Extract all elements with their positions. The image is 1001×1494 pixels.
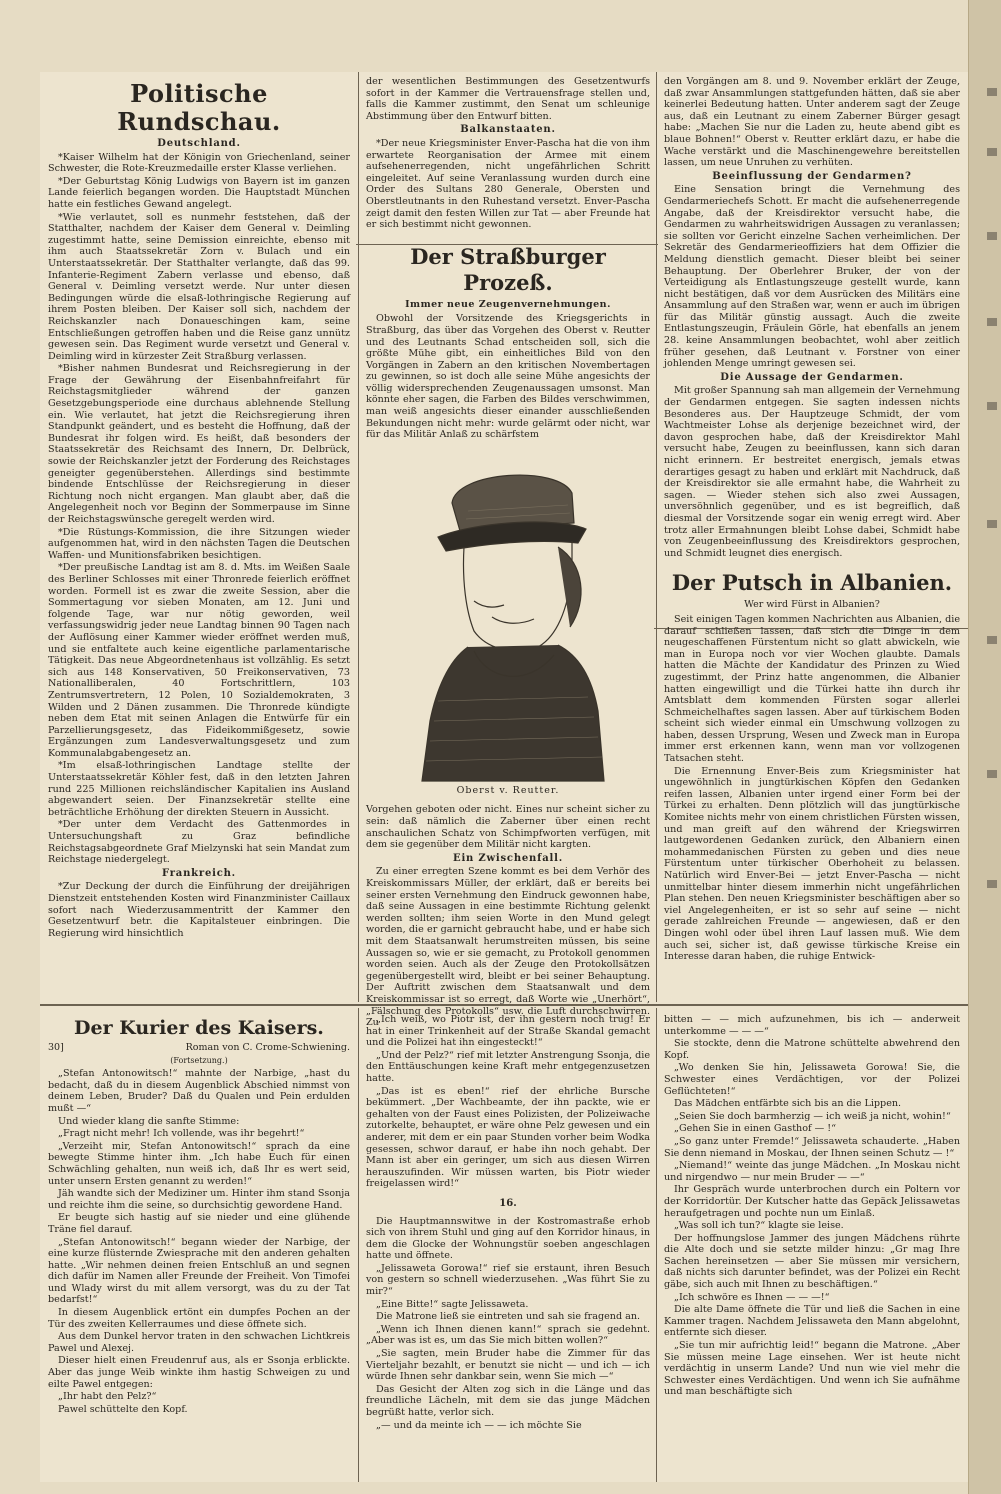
novel-paragraph: Und wieder klang die sanfte Stimme: (58, 1115, 240, 1127)
section-heading-balkan: Balkanstaaten. (460, 124, 556, 136)
novel-installment: 30] (48, 1042, 64, 1053)
section-heading-france: Frankreich. (162, 867, 236, 879)
trial-text: Eine Sensation bringt die Vernehmung des Gendarmeriechefs Schott. Er macht die aufsehenerregende Angabe, daß der Kreisdirektor versucht habe, die Gendarmen zu wahrheitswidrigen Aussagen zu veranlassen; sie sollten vor Gericht einzelne Sachen verheimlichen. Der Sekretär des Gendarmerieoffiziers hat dem Offizier die Meldung dienstlich gemacht. Dieser bleibt bei seiner Behauptung. Der Oberlehrer Bruker, der von der Verteidigung als Entlastungszeuge gestellt wurde, kann nicht bestätigen, daß vor dem Ausrücken des Militärs eine Ansammlung auf den Straßen war, wenn er auch im übrigen für das Militär günstig aussagt. Auch die zweite Entlastungszeugin, Fräulein Görle, hat ebenfalls an jenem 28. keine Ansammlungen beobachtet, wohl aber zeitlich früher gesehen, daß Leutnant v. Forstner von einer johlenden Menge umringt gewesen sei. (664, 184, 960, 370)
column-rule (656, 72, 657, 1002)
novel-paragraph: „Verzeiht mir, Stefan Antonowitsch!“ sprach da eine bewegte Stimme hinter ihm. „Ich habe Euch für einen Schwächling gehalten, nun weiß ich, daß Ihr es wert seid, unter unsern Ersten genannt zu werden!“ (48, 1140, 350, 1187)
novel-paragraph: „Stefan Antonowitsch!“ begann wieder der Narbige, der eine kurze flüsternde Zwiesprache mit den anderen gehalten hatte. „Wir nehmen deinen freien Entschluß an und segnen dich dafür im Namen aller Freunde der Freiheit. Von Timofei und Wlady wirst du mit allem versorgt, was du zu der Tat bedarfst!“ (48, 1236, 350, 1306)
news-item: *Der Geburtstag König Ludwigs von Bayern ist im ganzen Lande feierlich begangen worden. Die Hauptstadt München hatte ein festliches Gewand angelegt. (48, 175, 350, 210)
novel-paragraph: „Das ist es eben!“ rief der ehrliche Bursche bekümmert. „Der Wachbeamte, der ihn packte, wie er gehalten von der Faust eines Polizisten, der Polizeiwache zutorkelte, behauptet, er wäre ohne Pelz gewesen und ein anderer, mit dem er ein paar Stunden vorher beim Wodka gesessen, schwor darauf, er habe ihn noch gehabt. Der Mann ist aber ein geringer, um sich aus diesen Wirren herauszufinden. Wir müssen warten, bis Piotr wieder freigelassen wird!“ (366, 1085, 650, 1190)
novel-paragraph: Jäh wandte sich der Mediziner um. Hinter ihm stand Ssonja und reichte ihm die seine, so durchsichtig gewordene Hand. (48, 1188, 350, 1211)
novel-paragraph: Sie stockte, denn die Matrone schüttelte abwehrend den Kopf. (664, 1038, 960, 1061)
novel-paragraph: „Fragt nicht mehr! Ich vollende, was ihr begehrt!“ (58, 1128, 305, 1140)
novel-paragraph: Das Mädchen entfärbte sich bis an die Lippen. (674, 1098, 902, 1110)
albania-text: Die Ernennung Enver-Beis zum Kriegsminister hat ungewöhnlich in jungtürkischen Köpfen den Gedanken reifen lassen, Albanien unter irgend einer Form bei der Türkei zu erhalten. Denn plötzlich will das jungtürkische Komitee nichts mehr von einem christlichen Fürsten wissen, und man greift auf den während der Kriegswirren lautgewordenen Gedanken zurück, den Albaniern einen mohammedanischen Fürsten zu geben und dies neue Fürstentum unter türkischer Oberhoheit zu belassen. Natürlich wird Enver-Bei — jetzt Enver-Pascha — nicht unmittelbar hinter diesem immerhin nicht ungefährlichen Plan stehen. Den neuen Kriegsminister beschäftigen aber so viel Angelegenheiten, er ist so sehr auf seine — nicht gerade zahlreichen Freunde — angewiesen, daß er den Dingen wohl oder übel ihren Lauf lassen muß. Wie dem auch sei, sicher ist, daß gewisse türkische Kreise ein Interesse daran haben, die ruhige Entwick- (664, 765, 960, 963)
novel-paragraph: „Ihr habt den Pelz?“ (58, 1391, 157, 1403)
novel-paragraph: „So ganz unter Fremde!“ Jelissaweta schauderte. „Haben Sie denn niemand in Moskau, der Ihnen seinen Schutz — !“ (664, 1135, 960, 1159)
trial-text: Vorgehen geboten oder nicht. Eines nur scheint sicher zu sein: daß nämlich die Zaberner über einen recht anschaulichen Schatz von Schimpfworten verfügen, mit dem sie gegenüber dem Militär nicht kargten. (366, 804, 650, 851)
news-item: *Bisher nahmen Bundesrat und Reichsregierung in der Frage der Gewährung der Eisenbahnfreifahrt für Reichstagsmitglieder während der ganzen Gesetzgebungsperiode eine durchaus ablehnende Stellung ein. Wie verlautet, hat jetzt die Reichsregierung ihren Standpunkt geändert, und es besteht die Hoffnung, daß der Bundesrat ihr folgen wird. Es heißt, daß besonders der Staatssekretär des Reichsamt des Innern, Dr. Delbrück, sowie der Reichskanzler jetzt der Forderung des Reichstages geneigter gegenüberstehen. Allerdings sind bestimmte bindende Entschlüsse der Reichsregierung in dieser Richtung noch nicht ergangen. Man glaubt aber, daß die Angelegenheit noch vor Beginn der Sommerpause im Sinne der Reichstagswünsche geregelt werden wird. (48, 363, 350, 525)
section-heading-statement: Die Aussage der Gendarmen. (720, 371, 904, 383)
portrait-engraving (408, 451, 608, 781)
novel-paragraph: In diesem Augenblick ertönt ein dumpfes Pochen an der Tür des zweiten Kellerraumes und diese öffnete sich. (48, 1307, 350, 1330)
trial-text: Mit großer Spannung sah man allgemein der Vernehmung der Gendarmen entgegen. Sie sagten indessen nichts Besonderes aus. Der Hauptzeuge Schmidt, der vom Wachtmeister Lohse als derjenige bezeichnet wird, der davon gesprochen habe, daß der Kreisdirektor Mahl versucht habe, Zeugen zu beeinflussen, kann sich daran nicht erinnern. Er bestreitet energisch, jemals etwas derartiges gesagt zu haben und erklärt mit Nachdruck, daß der Kreisdirektor sie alle ermahnt habe, die Wahrheit zu sagen. — Wieder stehen sich also zwei Aussagen, unversöhnlich gegenüber, und es ist begreiflich, daß diesmal der Vorsitzende sogar ein wenig erregt wird. Aber trotz aller Ermahnungen bleibt Lohse dabei, Schmidt habe von Zeugenbeeinflussung des Kreisdirektors gesprochen, und Schmidt leugnet dies energisch. (664, 385, 960, 559)
novel-paragraph: „Wenn ich Ihnen dienen kann!“ sprach sie gedehnt. „Aber was ist es, um das Sie mich bitten wollen?“ (366, 1323, 650, 1347)
trial-intro: Obwohl der Vorsitzende des Kriegsgerichts in Straßburg, das über das Vorgehen des Oberst v. Reutter und des Leutnants Schad entscheiden soll, sich die größte Mühe gibt, ein einheitliches Bild von den Vorgängen in Zabern an den kritischen Novembertagen zu gewinnen, so ist doch alle seine Mühe angesichts der völlig widersprechenden Zeugenaussagen umsonst. Man könnte eher sagen, die Farben des Bildes verschwimmen, man weiß angesichts dieser einander ausschließenden Bekundungen nicht mehr: wurde gelärmt oder nicht, war für das Militär Anlaß zu schärfstem (366, 313, 650, 441)
trial-subtitle: Immer neue Zeugenvernehmungen. (405, 298, 611, 310)
news-item: *Der preußische Landtag ist am 8. d. Mts. im Weißen Saale des Berliner Schlosses mit einer Thronrede feierlich eröffnet worden. Formell ist es zwar die zweite Session, aber die Sommertagung vor sieben Monaten, am 12. Juni und folgende Tage, war nur nötig geworden, weil verfassungswidrig jeder neue Landtag binnen 90 Tagen nach der Auflösung einer Kammer wieder eröffnet werden muß, und sie entfaltete auch keine eigentliche parlamentarische Tätigkeit. Das neue Abgeordnetenhaus ist vollzählig. Es setzt sich aus 148 Konservativen, 50 Freikonservativen, 73 Nationalliberalen, 40 Fortschrittlern, 103 Zentrumsvertretern, 12 Polen, 10 Sozialdemokraten, 3 Wilden und 2 Dänen zusammen. Die Thronrede kündigte neben dem Etat mit seinen Anlagen die Entwürfe für ein Parzellierungsgesetz, das Fideikommißgesetz, sowie Ergänzungen zum Landesverwaltungsgesetz und zum Kommunalabgabengesetz an. (48, 562, 350, 759)
novel-continuation-note: (Fortsetzung.) (170, 1055, 228, 1065)
novel-paragraph: Die Matrone ließ sie eintreten und sah sie fragend an. (376, 1311, 641, 1323)
novel-paragraph: „— und da meinte ich — — ich möchte Sie (376, 1419, 582, 1431)
novel-byline: Roman von C. Crome-Schwiening. (185, 1042, 350, 1053)
albania-subtitle: Wer wird Fürst in Albanien? (744, 599, 880, 611)
news-item: *Wie verlautet, soll es nunmehr feststehen, daß der Statthalter, nachdem der Kaiser dem General v. Deimling zugestimmt hatte, seine Demission einreichte, ebenso mit ihm auch Staatssekretär Zorn v. Bulach und ein Unterstaatssekretär. Der Statthalter verlangte, daß das 99. Infanterie-Regiment Zabern verlasse und ebenso, daß General v. Deimling versetzt werde. Nur unter diesen Bedingungen würde die elsaß-lothringische Regierung auf ihrem Posten bleiben. Der Kaiser soll sich, nachdem der Reichskanzler nach Donaueschingen kam, seine Entschließungen getroffen haben und die Reise ganz unnütz gewesen sein. Das Regiment wurde versetzt und General v. Deimling wird in kürzester Zeit Straßburg verlassen. (48, 211, 350, 362)
novel-paragraph: Das Gesicht der Alten zog sich in die Länge und das freundliche Lächeln, mit dem sie das junge Mädchen begrüßt hatte, verlor sich. (366, 1383, 650, 1418)
continuation-text: der wesentlichen Bestimmungen des Gesetzentwurfs sofort in der Kammer die Vertrauensfrage stellen und, falls die Kammer zustimmt, den Senat um schleunige Abstimmung über den Entwurf bitten. (366, 76, 650, 122)
novel-column-3 (664, 1014, 960, 1480)
column-rule (358, 1008, 359, 1482)
novel-paragraph: „Seien Sie doch barmherzig — ich weiß ja nicht, wohin!“ (674, 1110, 951, 1122)
news-item: *Im elsaß-lothringischen Landtage stellte der Unterstaatssekretär Köhler fest, daß in den letzten Jahren rund 225 Millionen reichsländischer Kapitalien ins Ausland abgewandert seien. Der Finanzsekretär stellte eine beträchtliche Erhöhung der direkten Steuern in Aussicht. (48, 760, 350, 818)
section-heading-germany: Deutschland. (157, 138, 241, 149)
novel-paragraph: „Wo denken Sie hin, Jelissaweta Gorowa! Sie, die Schwester eines Verdächtigen, vor der Polizei Geflüchteten!“ (664, 1062, 960, 1097)
novel-column-2 (366, 1014, 650, 1480)
news-item: *Der unter dem Verdacht des Gattenmordes in Untersuchungshaft zu Graz befindliche Reichstagsabgeordnete Graf Mielzynski hat sein Mandat zum Reichstage niedergelegt. (48, 819, 350, 866)
news-item: *Zur Deckung der durch die Einführung der dreijährigen Dienstzeit entstehenden Kosten wird Finanzminister Caillaux sofort nach Wiederzusammentritt der Kammer den Gesetzentwurf betr. die Kapitalsteuer einbringen. Die Regierung wird hinsichtlich (48, 881, 350, 939)
news-item: *Der neue Kriegsminister Enver-Pascha hat die von ihm erwartete Reorganisation der Armee mit einem aufsehenerregenden, nicht ungefährlichen Schritt eingeleitet. Auf seine Veranlassung wurden durch eine Order des Sultans 280 Generale, Obersten und Oberstleutnants in den Ruhestand versetzt. Enver-Pascha zeigt damit den festen Willen zur Tat — aber Freunde hat er sich bestimmt nicht gewonnen. (366, 137, 650, 231)
novel-paragraph: „Gehen Sie in einen Gasthof — !“ (674, 1123, 837, 1135)
albania-text: Seit einigen Tagen kommen Nachrichten aus Albanien, die darauf schließen lassen, daß sich die Dinge in dem neugeschaffenen Fürstentum nicht so glatt abwickeln, wie man in Europa noch vor vier Wochen glaubte. Damals hatten die Mächte der Kandidatur des Prinzen zu Wied zugestimmt, der Prinz hatte angenommen, die Albanier hatten eingewilligt und die Türkei hatte ihn durch ihr Amtsblatt dem kommenden Fürsten sogar allerlei Schmeichelhaftes sagen lassen. Aber auf türkischem Boden scheint sich wieder einmal ein Umschwung vollzogen zu haben, dessen Ursprung, Wesen und Zweck man in Europa immer erst erkennen kann, wenn man vor vollzogenen Tatsachen steht. (664, 613, 960, 765)
albania-title: Der Putsch in Albanien. (671, 570, 953, 596)
novel-paragraph: „Ich weiß, wo Piotr ist, der ihn gestern noch trug! Er hat in einer Trinkenheit auf der Straße Skandal gemacht und die Polizei hat ihn eingesteckt!“ (366, 1014, 650, 1049)
section-heading-interlude: Ein Zwischenfall. (453, 852, 563, 864)
trial-title: Der Straßburger Prozeß. (410, 243, 606, 295)
novel-paragraph: Die alte Dame öffnete die Tür und ließ die Sachen in eine Kammer tragen. Nachdem Jelissaweta den Mann abgelohnt, entfernte sich dieser. (664, 1304, 960, 1339)
news-item: *Die Rüstungs-Kommission, die ihre Sitzungen wieder aufgenommen hat, wird in den nächsten Tagen die Deutschen Waffen- und Munitionsfabriken besichtigen. (48, 526, 350, 561)
novel-paragraph: „Niemand!“ weinte das junge Mädchen. „In Moskau nicht und nirgendwo — nur mein Bruder — —“ (664, 1160, 960, 1183)
novel-paragraph: Dieser hielt einen Freudenruf aus, als er Ssonja erblickte. Aber das junge Weib winkte ihm hastig Schweigen zu und eilte Pawel entgegen: (48, 1355, 350, 1390)
novel-paragraph: Ihr Gespräch wurde unterbrochen durch ein Poltern vor der Korridortür. Der Kutscher hatte das Gepäck Jelissawetas heraufgetragen und pochte nun um Einlaß. (664, 1184, 960, 1219)
novel-paragraph: „Stefan Antonowitsch!“ mahnte der Narbige, „hast du bedacht, daß du in diesem Augenblick Abschied nimmst von deinem Leben, Bruder? Daß du Qualen und Pein erdulden mußt —“ (48, 1068, 350, 1114)
novel-paragraph: „Und der Pelz?“ rief mit letzter Anstrengung Ssonja, die den Enttäuschungen keine Kraft mehr entgegenzusetzen hatte. (366, 1049, 650, 1084)
novel-paragraph: Die Hauptmannswitwe in der Kostromastraße erhob sich von ihrem Stuhl und ging auf den Korridor hinaus, in dem die Glocke der Wohnungstür soeben angeschlagen hatte und öffnete. (366, 1215, 650, 1262)
politics-column (48, 72, 350, 1002)
novel-column-1 (48, 1010, 350, 1480)
portrait-caption: Oberst v. Reutter. (456, 784, 560, 796)
novel-paragraph: Er beugte sich hastig auf sie nieder und eine glühende Träne fiel darauf. (48, 1212, 350, 1235)
chapter-number: 16. (499, 1197, 517, 1209)
novel-paragraph: „Jelissaweta Gorowa!“ rief sie erstaunt, ihren Besuch von gestern so schnell wiederzusehen. „Was führt Sie zu mir?“ (366, 1262, 650, 1298)
trial-column (366, 76, 650, 1029)
novel-paragraph: bitten — — mich aufzunehmen, bis ich — anderweit unterkomme — — —“ (664, 1014, 960, 1037)
politics-title: Politische Rundschau. (117, 79, 281, 136)
novel-paragraph: „Eine Bitte!“ sagte Jelissaweta. (376, 1298, 529, 1310)
trial-text: Zu einer erregten Szene kommt es bei dem Verhör des Kreiskommissars Müller, der erklärt, daß er bereits bei seiner ersten Vernehmung den Eindruck gewonnen habe, daß seine Aussagen in eine bestimmte Richtung gelenkt werden sollten; ihm seien Worte in den Mund gelegt worden, die er garnicht gebraucht habe, und er habe sich mit dem Staatsanwalt herumstreiten müssen, bis seine Aussagen so, wie er sie gemacht, zu Protokoll genommen worden seien. Auch als der Zeuge den Protokollsätzen gegenübergestellt wird, bleibt er bei seiner Behauptung. Der Auftritt zwischen dem Staatsanwalt und dem Kreiskommissar ist so erregt, daß Worte wie „Unerhört“, „Fälschung des Protokolls“ usw. die Luft durchschwirren. Zu (366, 866, 650, 1029)
continuation-text: den Vorgängen am 8. und 9. November erklärt der Zeuge, daß zwar Ansammlungen stattgefunden hätten, daß sie aber keinerlei Bedeutung hatten. Unter anderem sagt der Zeuge aus, daß ein Leutnant zu einem Zaberner Bürger gesagt habe: „Machen Sie nur die Laden zu, heute abend gibt es blaue Bohnen!“ Oberst v. Reutter erklärt dazu, er habe die Wache verstärkt und die Maschinengewehre bereitstellen lassen, um neue Unruhen zu verhüten. (664, 76, 960, 169)
novel-paragraph: „Sie tun mir aufrichtig leid!“ begann die Matrone. „Aber Sie müssen meine Lage einsehen. Wer ist heute nicht verdächtig in unserm Lande? Und nun wie viel mehr die Schwester eines Verdächtigen. Und wenn ich Sie aufnähme und man beschäftigte sich (664, 1340, 960, 1398)
novel-paragraph: Pawel schüttelte den Kopf. (58, 1403, 188, 1415)
novel-paragraph: „Ich schwöre es Ihnen — — —!“ (674, 1291, 830, 1303)
novel-paragraph: Der hoffnungslose Jammer des jungen Mädchens rührte die Alte doch und sie setzte milder hinzu: „Gr mag Ihre Sachen hereinsetzen — aber Sie müssen mir versichern, daß nichts sich darunter befindet, was der Polizei ein Recht gäbe, sich auch mit Ihnen zu beschäftigen.“ (664, 1232, 960, 1291)
novel-paragraph: „Was soll ich tun?“ klagte sie leise. (674, 1220, 844, 1232)
novel-title: Der Kurier des Kaisers. (74, 1017, 324, 1039)
novel-paragraph: Aus dem Dunkel hervor traten in den schwachen Lichtkreis Pawel und Alexej. (48, 1331, 350, 1354)
news-item: *Kaiser Wilhelm hat der Königin von Griechenland, seiner Schwester, die Rote-Kreuzmedaille erster Klasse verliehen. (48, 151, 350, 175)
newspaper-page (40, 72, 968, 1482)
column-rule (656, 1008, 657, 1482)
albania-column (664, 76, 960, 1002)
novel-paragraph: „Sie sagten, mein Bruder habe die Zimmer für das Vierteljahr bezahlt, er benutzt sie nicht — und ich — ich würde Ihnen sehr dankbar sein, wenn Sie mich —“ (366, 1348, 650, 1383)
section-heading-influence: Beeinflussung der Gendarmen? (712, 170, 912, 182)
column-rule (358, 72, 359, 1002)
adjacent-page-edge (968, 0, 1001, 1494)
